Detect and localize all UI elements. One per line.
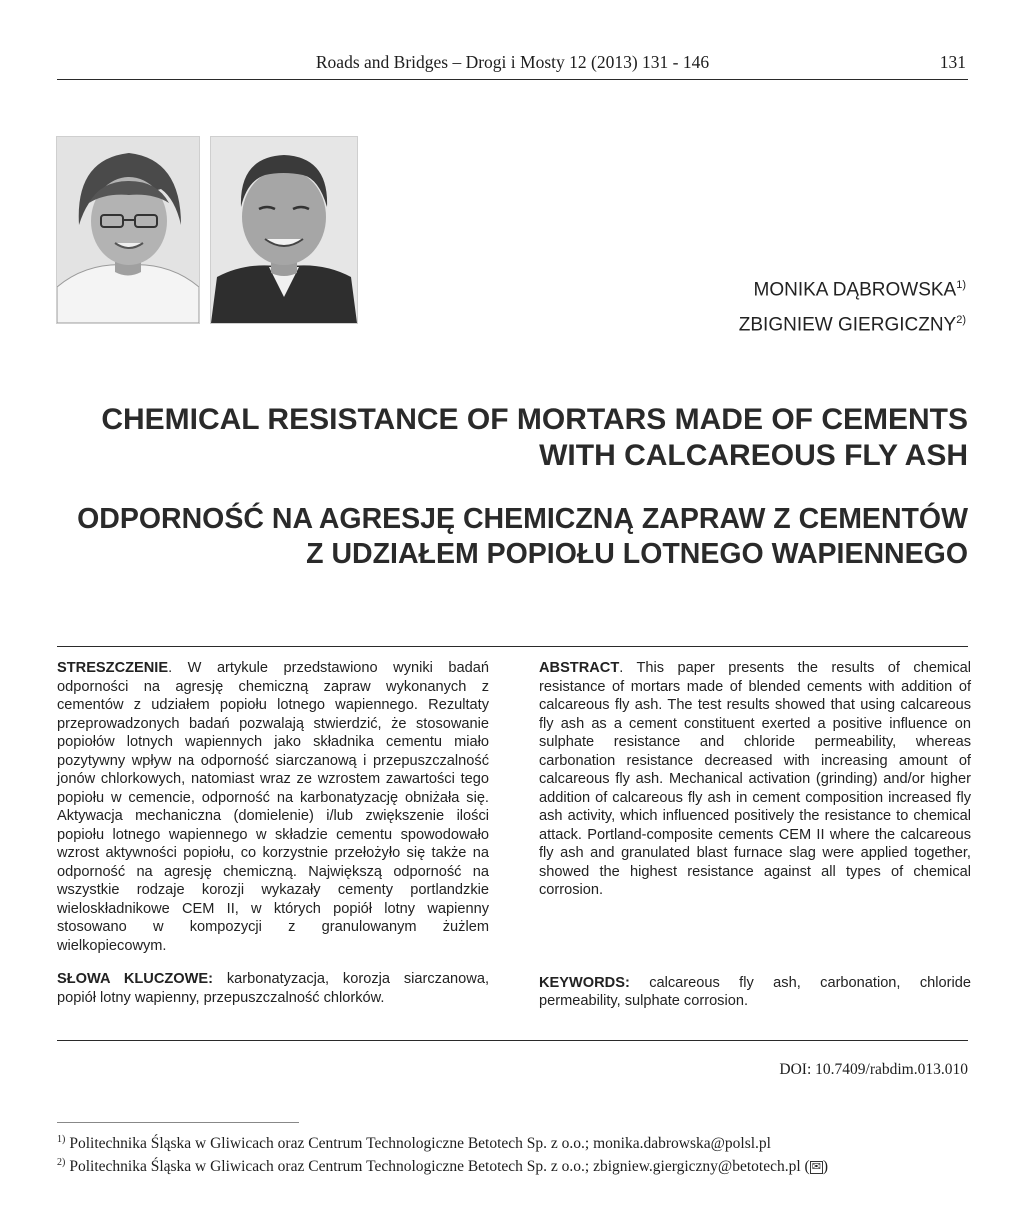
abstract-top-rule (57, 646, 968, 647)
author-list (739, 270, 966, 341)
author-name: MONIKA DĄBROWSKA$^{1)}$ (753, 279, 966, 301)
abstract-polish: STRESZCZENIE. W artykule przedstawiono wyniki badań odporności na agresję chemiczną zapraw wykonanych z cementów z udziałem popiołu lotnego wapiennego. Rezultaty przeprowadzonych badań pozwalają stwierdzić, że stosowanie popiołów lotnych wapiennych jako składnika cementu miało pozytywny wpływ na odporność siarczanową i przepuszczalność jonów chlorkowych, natomiast wraz ze wzrostem zawartości tego popiołu w cemencie, odporność na karbonatyzację obniżała się. Aktywacja mechaniczna (domielenie) i/lub zwiększenie ilości popiołu lotnego wapiennego w składzie cementu spowodowało wzrost aktywności popiołu, co korzystnie przełożyło się także na odporność na agresję chemiczną. Największą odporność na wszystkie rodzaje korozji wykazały cementy portlandzkie wieloskładnikowe CEM II, w których popiół lotny wapienny stosowano w kompozycji z granulowanym żużlem wielkopiecowym. (57, 660, 489, 954)
footnotes (57, 1130, 828, 1176)
abstract-english: ABSTRACT. This paper presents the results of chemical resistance of mortars made of blended cements with addition of calcareous fly ash. The test results showed that using calcareous fly ash as a cement constituent exerted a positive influence on sulphate resistance and chloride permeability, whereas carbonation resistance decreased with increasing amount of calcareous fly ash. Mechanical activation (grinding) and/or higher addition of calcareous fly ash in cement composition increased fly ash activity, which influenced positively the resistance to chemical attack. Portland-composite cements CEM II where the calcareous fly ash and granulated blast furnace slag were applied together, showed the highest resistance against all types of chemical corrosion. (539, 660, 971, 898)
header-rule (57, 79, 968, 80)
affiliation-mark: 2) (956, 314, 966, 327)
footnote: $^{2)}$ Politechnika Śląska w Gliwicach oraz Centrum Technologiczne Betotech Sp. z o.o.; zbigniew.giergiczny@betotech.pl ( ✉ ) (57, 1157, 829, 1176)
abstract-bottom-rule (57, 1040, 968, 1041)
journal-citation: Roads and Bridges – Drogi i Mosty 12 (2013) 131 - 146 (315, 52, 710, 72)
abstract-english-column (539, 659, 971, 1011)
author-name: ZBIGNIEW GIERGICZNY$^{2)}$ (738, 314, 966, 336)
running-header (57, 52, 968, 76)
keywords-polish: SŁOWA KLUCZOWE: karbonatyzacja, korozja siarczanowa, popiół lotny wapienny, przepuszczalność chlorków. (57, 971, 490, 1006)
title-english: CHEMICAL RESISTANCE OF MORTARS MADE OF CEMENTS WITH CALCAREOUS FLY ASH (101, 403, 968, 472)
author-photo-1 (56, 136, 200, 324)
affiliation-mark: 1) (956, 279, 966, 291)
footnote: $^{1)}$ Politechnika Śląska w Gliwicach oraz Centrum Technologiczne Betotech Sp. z o.o.; monika.dabrowska@polsl.pl (57, 1134, 771, 1153)
footnote-separator (57, 1122, 299, 1123)
page-number: 131 (939, 52, 966, 72)
doi[interactable]: DOI: 10.7409/rabdim.013.010 (779, 1061, 968, 1078)
author-photo-2 (210, 136, 358, 324)
keywords-english: KEYWORDS: calcareous fly ash, carbonation, chloride permeability, sulphate corrosion. (539, 974, 971, 1009)
abstract-polish-label: STRESZCZENIE (57, 660, 169, 676)
title-polish: ODPORNOŚĆ NA AGRESJĘ CHEMICZNĄ ZAPRAW Z CEMENTÓW Z UDZIAŁEM POPIOŁU LOTNEGO WAPIENNEGO (77, 503, 968, 570)
abstract-english-label: ABSTRACT (539, 660, 620, 676)
keywords-english-label: KEYWORDS: (539, 974, 630, 991)
abstract-polish-column (57, 659, 489, 1007)
envelope-icon: ✉ (811, 1161, 821, 1174)
keywords-polish-label: SŁOWA KLUCZOWE: (57, 971, 213, 987)
